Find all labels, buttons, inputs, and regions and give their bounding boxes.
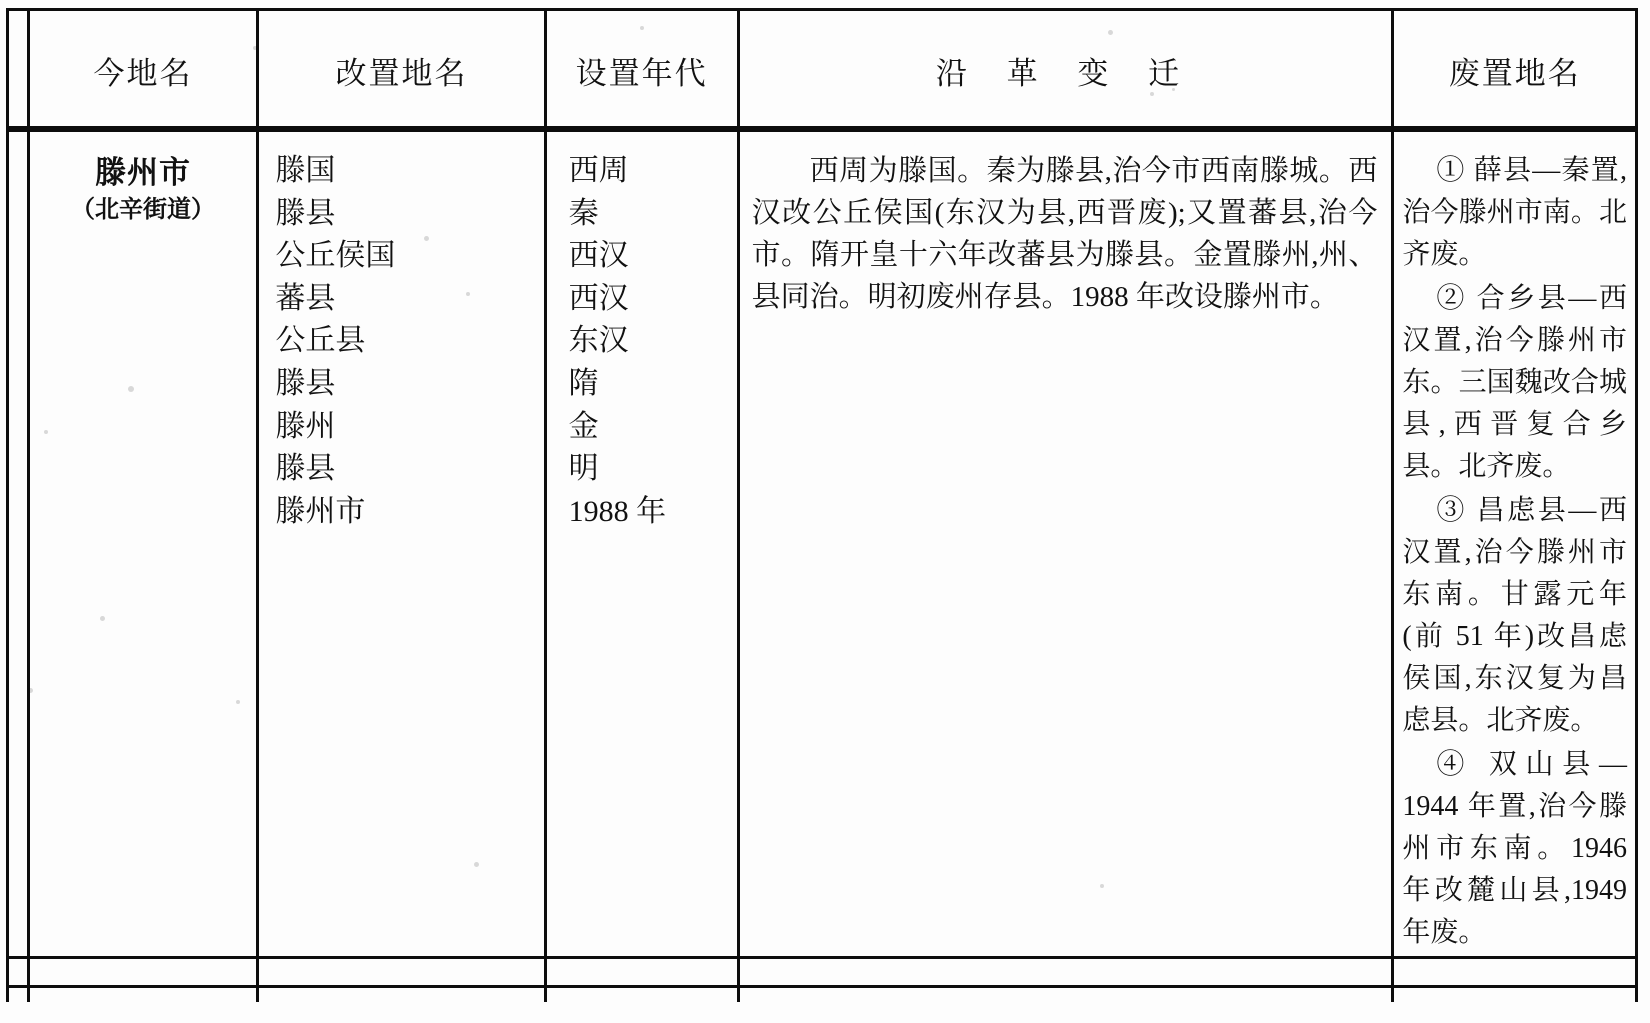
rule-cell-5 — [1393, 958, 1637, 987]
current-place-name-main: 滕州市 — [95, 155, 192, 190]
header-label-current-place-name: 今地名 — [93, 55, 193, 91]
list-item: 滕县 — [275, 452, 336, 486]
list-item: 滕县 — [275, 366, 336, 400]
historical-changes-text: 西周为滕国。秦为滕县,治今市西南滕城。西汉改公丘侯国(东汉为县,西晋废);又置蕃县,治今市。隋开皇十六年改蕃县为滕县。金置滕州,州、县同治。明初废州存县。1988 年改设滕州市。 — [751, 155, 1378, 314]
list-item: 蕃县 — [275, 281, 336, 315]
cell-historical-changes — [738, 131, 1393, 958]
rule-cell-margin — [8, 987, 29, 1003]
header-label-abolished-place-name: 废置地名 — [1448, 55, 1581, 91]
abolished-place-name-list — [1394, 132, 1635, 954]
rule-cell-2 — [258, 958, 545, 987]
gazetteer-table — [6, 8, 1638, 1002]
list-item: 明 — [568, 452, 599, 486]
header-cell-establishment-era — [545, 11, 738, 131]
rule-cell-4 — [738, 958, 1393, 987]
list-item: 西汉 — [568, 281, 629, 315]
list-item: ④ 双山县—1944 年置,治今滕州市东南。1946 年改麓山县,1949 年废。 — [1402, 749, 1627, 948]
list-item: 公丘侯国 — [275, 239, 396, 273]
header-cell-renamed-place-name — [258, 11, 545, 131]
header-label-renamed-place-name: 改置地名 — [335, 55, 468, 91]
cell-current-place-name — [28, 131, 258, 958]
list-item: ② 合乡县—西汉置,治今滕州市东。三国魏改合城县,西晋复合乡县。北齐废。 — [1402, 283, 1627, 482]
header-label-historical-changes: 沿 革 变 迁 — [935, 55, 1196, 91]
header-cell-margin — [8, 11, 29, 131]
current-place-name — [30, 132, 257, 225]
table-next-row-stub — [8, 987, 1637, 1003]
rule-cell-3 — [545, 987, 738, 1003]
header-cell-abolished-place-name — [1393, 11, 1637, 131]
list-item: 秦 — [568, 196, 599, 230]
table-header-row — [8, 11, 1637, 131]
list-item: 西周 — [568, 154, 629, 187]
rule-cell-margin — [8, 958, 29, 987]
list-item: 1988 年 — [568, 494, 667, 528]
row-margin-cell — [8, 131, 29, 958]
cell-renamed-place-names — [258, 131, 545, 958]
establishment-era-list — [547, 132, 737, 533]
rule-cell-1 — [28, 958, 258, 987]
list-item: 隋 — [568, 366, 599, 400]
list-item: 滕州 — [275, 409, 336, 443]
rule-cell-2 — [258, 987, 545, 1003]
header-label-establishment-era: 设置年代 — [575, 55, 708, 91]
list-item: ① 薛县—秦置,治今滕州市南。北齐废。 — [1402, 155, 1627, 270]
list-item: 公丘县 — [275, 324, 366, 358]
rule-cell-5 — [1393, 987, 1637, 1003]
list-item: 滕国 — [275, 154, 336, 187]
list-item: 滕县 — [275, 196, 336, 230]
table-row-separator — [8, 958, 1637, 987]
current-place-name-subdistrict: （北辛街道） — [71, 196, 216, 223]
table-row — [8, 131, 1637, 958]
renamed-place-name-list — [259, 132, 543, 533]
rule-cell-1 — [28, 987, 258, 1003]
rule-cell-4 — [738, 987, 1393, 1003]
cell-abolished-place-names — [1393, 131, 1637, 958]
header-cell-current-place-name — [28, 11, 258, 131]
header-cell-historical-changes — [738, 11, 1393, 131]
list-item: 西汉 — [568, 239, 629, 273]
rule-cell-3 — [545, 958, 738, 987]
list-item: 东汉 — [568, 324, 629, 358]
cell-establishment-eras — [545, 131, 738, 958]
list-item: ③ 昌虑县—西汉置,治今滕州市东南。甘露元年(前 51 年)改昌虑侯国,东汉复为昌虑县。北齐废。 — [1402, 495, 1627, 736]
list-item: 滕州市 — [275, 494, 366, 528]
list-item: 金 — [568, 409, 599, 443]
